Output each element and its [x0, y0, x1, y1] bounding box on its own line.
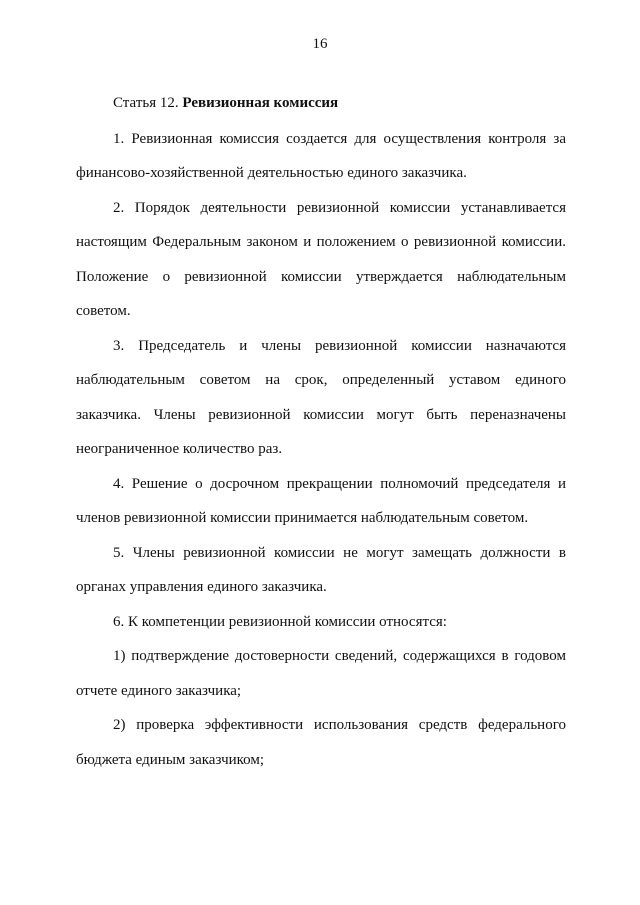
list-item-1: 1) подтверждение достоверности сведений, содержащихся в годовом отчете единого заказчика; [76, 648, 566, 699]
article-title: Ревизионная комиссия [182, 95, 339, 111]
paragraph-4: 4. Решение о досрочном прекращении полномочий председателя и членов ревизионной комиссии принимается наблюдательным советом. [76, 475, 566, 526]
paragraph-5: 5. Члены ревизионной комиссии не могут замещать должности в органах управления единого заказчика. [76, 544, 566, 595]
paragraph-6: 6. К компетенции ревизионной комиссии относятся: [113, 613, 447, 630]
document-body [76, 86, 566, 777]
list-item-2: 2) проверка эффективности использования средств федерального бюджета единым заказчиком; [76, 717, 566, 768]
article-label: Статья 12. [113, 95, 179, 111]
article-heading [76, 86, 566, 121]
page-number: 16 [312, 36, 328, 52]
paragraph-2: 2. Порядок деятельности ревизионной комиссии устанавливается настоящим Федеральным законом и положением о ревизионной комиссии. Положение о ревизионной комиссии утверждается наблюдательным советом. [76, 199, 566, 319]
paragraph-1: 1. Ревизионная комиссия создается для осуществления контроля за финансово-хозяйственной деятельностью единого заказчика. [76, 130, 566, 181]
paragraph-3: 3. Председатель и члены ревизионной комиссии назначаются наблюдательным советом на срок, определенный уставом единого заказчика. Члены ревизионной комиссии могут быть переназначены неограниченное количество раз. [76, 337, 566, 457]
